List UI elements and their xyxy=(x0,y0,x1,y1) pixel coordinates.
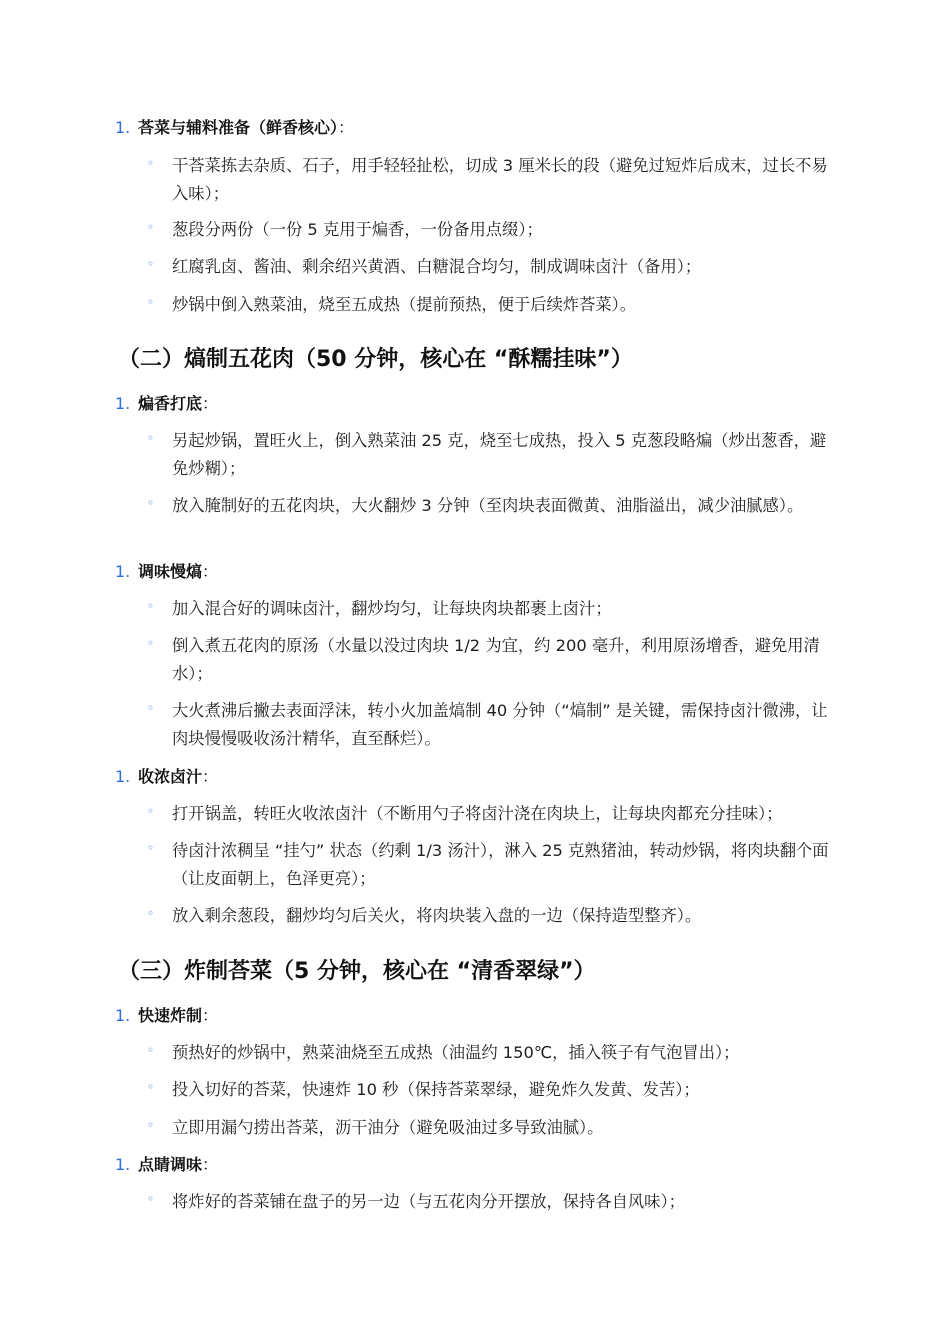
bullet-marker: ◦ xyxy=(147,906,155,920)
bullet-marker: ◦ xyxy=(147,1118,155,1132)
bullet-text: 另起炒锅，置旺火上，倒入熟菜油 25 克，烧至七成热，投入 5 克葱段略煸（炒出葱香，避免炒糊）； xyxy=(172,431,827,478)
bullet-text: 待卤汁浓稠呈 “挂勺” 状态（约剩 1/3 汤汁），淋入 25 克熟猪油，转动炒锅，将肉块翻个面（让皮面朝上，色泽更亮）； xyxy=(172,841,829,888)
item-title: 点睛调味： xyxy=(138,1155,219,1174)
bullet-marker: ◦ xyxy=(147,804,155,818)
bullet-marker: ◦ xyxy=(147,1043,155,1057)
bullet-text: 放入腌制好的五花肉块，大火翻炒 3 分钟（至肉块表面微黄、油脂溢出，减少油腻感）。 xyxy=(172,496,804,515)
bullet-text: 将炸好的荅菜铺在盘子的另一边（与五花肉分开摆放，保持各自风味）； xyxy=(172,1192,685,1211)
bullet-marker: ◦ xyxy=(147,599,155,613)
bullet-text: 炒锅中倒入熟菜油，烧至五成热（提前预热，便于后续炸荅菜）。 xyxy=(172,295,637,314)
bullet-marker: ◦ xyxy=(147,156,155,170)
bullet-text: 加入混合好的调味卤汁，翻炒均匀，让每块肉块都裹上卤汁； xyxy=(172,599,612,618)
item-title: 荅菜与辅料准备（鲜香核心）： xyxy=(138,118,355,137)
bullet-text: 红腐乳卤、酱油、剩余绍兴黄酒、白糖混合均匀，制成调味卤汁（备用）； xyxy=(172,257,702,276)
bullet-text: 放入剩余葱段，翻炒均匀后关火，将肉块装入盘的一边（保持造型整齐）。 xyxy=(172,906,702,925)
list-number: 1. xyxy=(115,1006,131,1025)
bullet-text: 预热好的炒锅中，熟菜油烧至五成热（油温约 150℃，插入筷子有气泡冒出）； xyxy=(172,1043,740,1062)
list-number: 1. xyxy=(115,1155,131,1174)
bullet-text: 大火煮沸后撇去表面浮沫，转小火加盖熇制 40 分钟（“熇制” 是关键，需保持卤汁微沸，让肉块慢慢吸收汤汁精华，直至酥烂）。 xyxy=(172,701,828,748)
bullet-marker: ◦ xyxy=(147,220,155,234)
bullet-marker: ◦ xyxy=(147,496,155,510)
bullet-marker: ◦ xyxy=(147,1080,155,1094)
item-title: 煸香打底： xyxy=(138,394,219,413)
bullet-text: 投入切好的荅菜，快速炸 10 秒（保持荅菜翠绿，避免炸久发黄、发苦）； xyxy=(172,1080,700,1099)
bullet-marker: ◦ xyxy=(147,431,155,445)
item-title: 快速炸制： xyxy=(138,1006,219,1025)
bullet-text: 打开锅盖，转旺火收浓卤汁（不断用勺子将卤汁浇在肉块上，让每块肉都充分挂味）； xyxy=(172,804,783,823)
item-title: 调味慢熇： xyxy=(138,562,219,581)
bullet-text: 干荅菜拣去杂质、石子，用手轻轻扯松，切成 3 厘米长的段（避免过短炸后成末，过长不易入味）； xyxy=(172,156,828,203)
list-number: 1. xyxy=(115,394,131,413)
section-heading-text: （二）熇制五花肉（50 分钟，核心在 “酥糯挂味”） xyxy=(118,347,633,372)
bullet-marker: ◦ xyxy=(147,257,155,271)
bullet-marker: ◦ xyxy=(147,701,155,715)
bullet-text: 倒入煮五花肉的原汤（水量以没过肉块 1/2 为宜，约 200 毫升，利用原汤增香，避免用清水）； xyxy=(172,636,820,683)
bullet-marker: ◦ xyxy=(147,295,155,309)
bullet-marker: ◦ xyxy=(147,841,155,855)
list-number: 1. xyxy=(115,562,131,581)
section-heading-text: （三）炸制荅菜（5 分钟，核心在 “清香翠绿”） xyxy=(118,959,596,984)
item-title: 收浓卤汁： xyxy=(138,767,219,786)
bullet-marker: ◦ xyxy=(147,1192,155,1206)
bullet-marker: ◦ xyxy=(147,636,155,650)
list-number: 1. xyxy=(115,767,131,786)
list-number: 1. xyxy=(115,118,131,137)
bullet-text: 立即用漏勺捞出荅菜，沥干油分（避免吸油过多导致油腻）。 xyxy=(172,1118,604,1137)
bullet-text: 葱段分两份（一份 5 克用于煸香，一份备用点缀）； xyxy=(172,220,543,239)
